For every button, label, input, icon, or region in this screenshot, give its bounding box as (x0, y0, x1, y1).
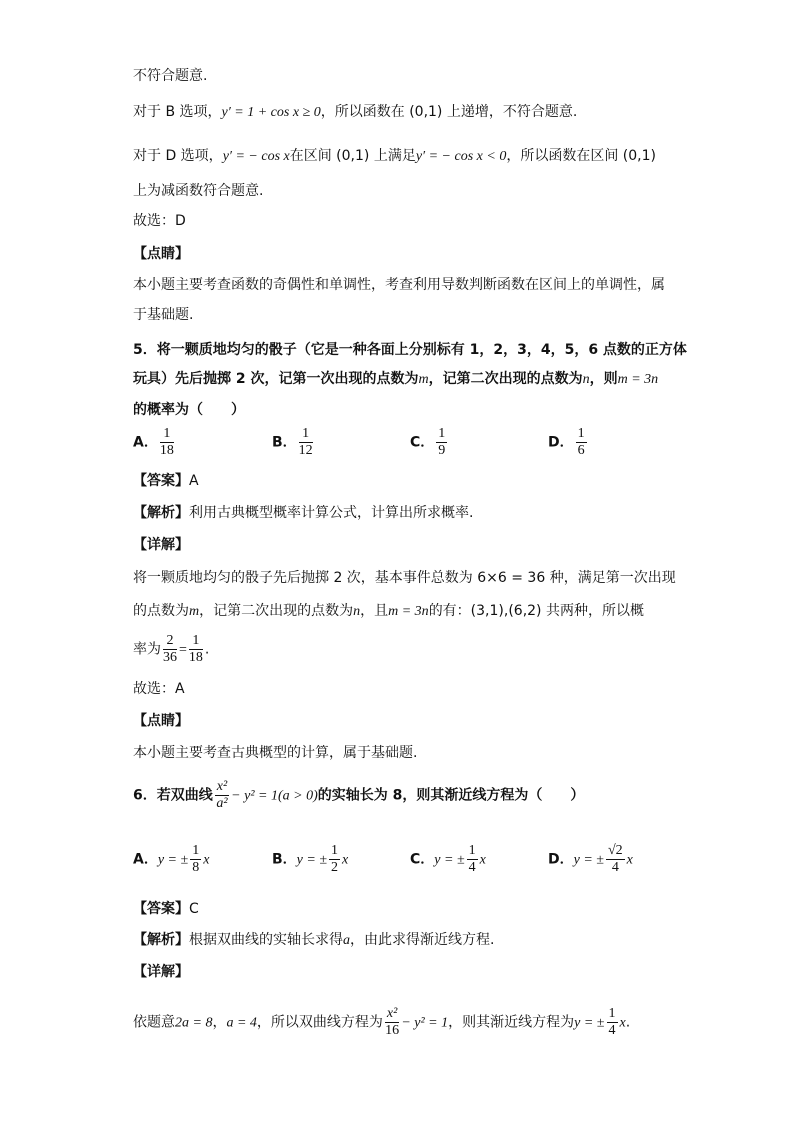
fraction: $\frac{1}{18}$ (159, 426, 174, 458)
question-6: 6．若双曲线 $\frac{\text{x²}}{\text{a²}}$ − y² = 1(a > 0)的实轴长为 8，则其渐近线方程为（ ） (133, 779, 585, 811)
option-c: C． $\frac{1}{9}$ (410, 426, 446, 458)
option-a: A．y = ± $\frac{1}{8}$ x (133, 843, 210, 875)
text-line: 不符合题意. (133, 68, 208, 84)
fraction: $\frac{1}{8}$ (192, 843, 200, 875)
detail-text: 的点数为m，记第二次出现的点数为n，且m = 3n的有：(3,1),(6,2) 共两种，所以概 (133, 603, 644, 619)
question-5-line3: 的概率为（ ） (133, 402, 245, 418)
dianjing-text: 本小题主要考查函数的奇偶性和单调性，考查利用导数判断函数在区间上的单调性，属 (133, 277, 665, 293)
question-5-line1: 5．将一颗质地均匀的骰子（它是一种各面上分别标有 1，2，3，4，5，6 点数的正方体 (133, 342, 687, 358)
option-a: A． $\frac{1}{18}$ (133, 426, 174, 458)
fraction: $\frac{1}{4}$ (468, 843, 476, 875)
option-d: D． $\frac{1}{6}$ (548, 426, 585, 458)
fraction: $\frac{2}{36}$ (163, 633, 177, 665)
fraction: $\frac{\text{x²}}{16}$ (385, 1006, 400, 1038)
option-b-analysis: 对于 B 选项，y′ = 1 + cos x ≥ 0，所以函数在 (0,1) 上递增，不符合题意. (133, 104, 578, 120)
fraction: $\frac{√2}{4}$ (607, 843, 623, 875)
fraction: $\frac{1}{4}$ (608, 1006, 616, 1038)
detail-text: 率为 $\frac{2}{36}$ = $\frac{1}{18}$ . (133, 633, 210, 665)
question-5-line2: 玩具）先后抛掷 2 次，记第一次出现的点数为m，记第二次出现的点数为n，则m = 3n (133, 371, 659, 387)
dianjing-label: 【点睛】 (133, 246, 189, 262)
fraction: $\frac{1}{18}$ (188, 633, 203, 665)
fraction: $\frac{1}{6}$ (577, 426, 585, 458)
option-d-analysis: 对于 D 选项，y′ = − cos x在区间 (0,1) 上满足y′ = − cos x < 0，所以函数在区间 (0,1) (133, 148, 656, 164)
analysis-line: 【解析】利用古典概型概率计算公式，计算出所求概率. (133, 505, 474, 521)
fraction: $\frac{1}{12}$ (298, 426, 313, 458)
dianjing-text: 于基础题. (133, 307, 194, 323)
choose-line: 故选：A (133, 681, 185, 697)
answer-line: 【答案】C (133, 901, 199, 917)
fraction: $\frac{1}{9}$ (438, 426, 446, 458)
choose-line: 故选：D (133, 213, 186, 229)
option-b: B． $\frac{1}{12}$ (272, 426, 313, 458)
fraction: $\frac{\text{x²}}{\text{a²}}$ (216, 779, 228, 811)
dianjing-label: 【点睛】 (133, 713, 189, 729)
option-c: C．y = ± $\frac{1}{4}$ x (410, 843, 486, 875)
answer-line: 【答案】A (133, 473, 199, 489)
text-line: 上为减函数符合题意. (133, 183, 264, 199)
detail-label: 【详解】 (133, 537, 189, 553)
detail-text: 依题意2a = 8，a = 4，所以双曲线方程为 $\frac{\text{x²}}{16}$ − y² = 1，则其渐近线方程为y = ± $\frac{1}{4}$ x. (133, 1006, 631, 1038)
dianjing-text: 本小题主要考查古典概型的计算，属于基础题. (133, 745, 418, 761)
fraction: $\frac{1}{2}$ (331, 843, 339, 875)
analysis-line: 【解析】根据双曲线的实轴长求得a，由此求得渐近线方程. (133, 932, 495, 948)
option-d: D．y = ± $\frac{√2}{4}$ x (548, 843, 633, 875)
option-b: B．y = ± $\frac{1}{2}$ x (272, 843, 349, 875)
detail-text: 将一颗质地均匀的骰子先后抛掷 2 次，基本事件总数为 6×6 = 36 种，满足第一次出现 (133, 570, 676, 586)
detail-label: 【详解】 (133, 964, 189, 980)
